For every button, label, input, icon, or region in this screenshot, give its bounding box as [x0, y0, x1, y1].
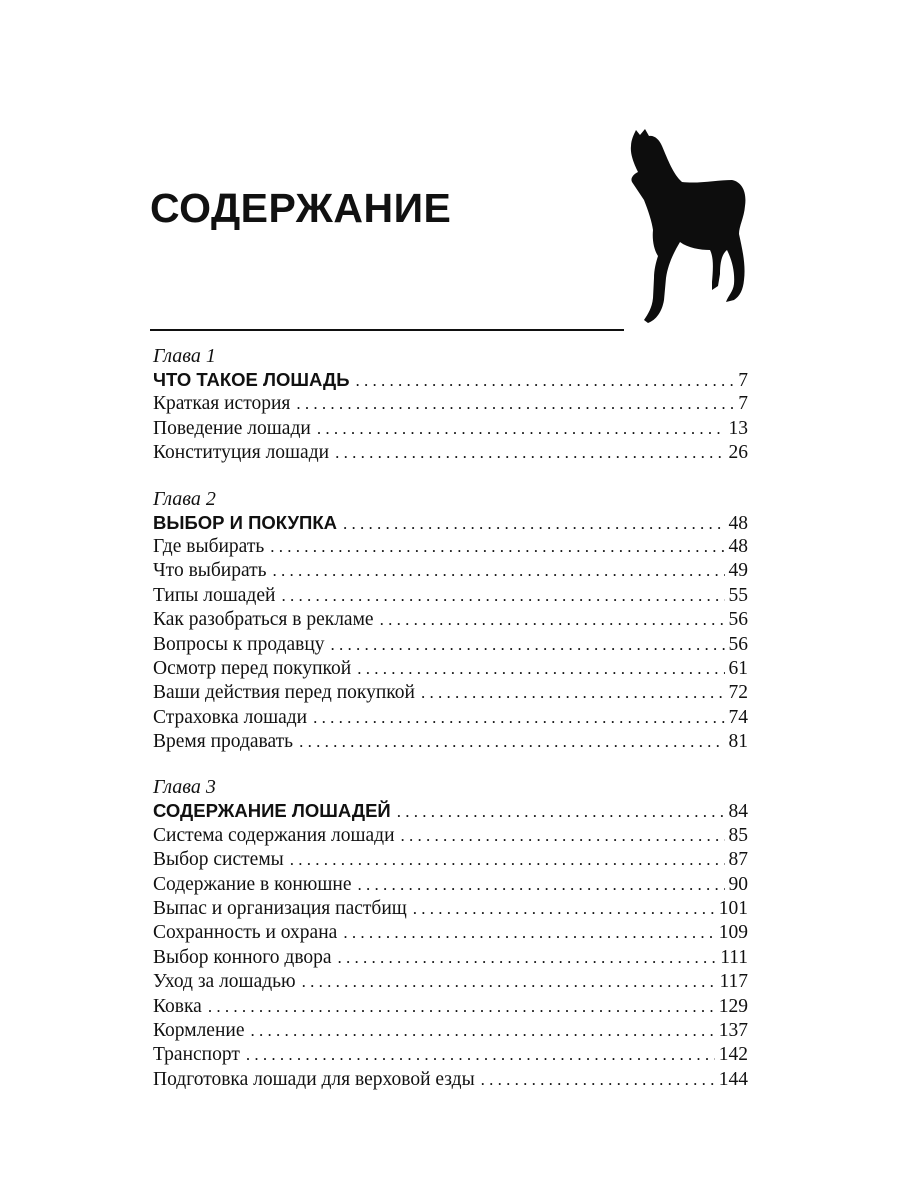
dot-leader — [401, 824, 725, 848]
page-number: 90 — [728, 873, 748, 895]
page-number: 142 — [718, 1044, 748, 1066]
entry-title: Уход за лошадью — [153, 971, 296, 993]
toc-entry[interactable] — [153, 824, 748, 848]
entry-title: Система содержания лошади — [153, 824, 395, 846]
page-number: 48 — [728, 512, 748, 534]
page-number: 144 — [718, 1068, 748, 1090]
entry-title: Выпас и организация пастбищ — [153, 898, 407, 920]
chapter-heading[interactable] — [153, 511, 748, 535]
entry-title: Транспорт — [153, 1044, 240, 1066]
entry-title: Содержание в конюшне — [153, 873, 352, 895]
dot-leader — [356, 369, 735, 393]
page-number: 48 — [728, 535, 748, 557]
dot-leader — [481, 1068, 715, 1092]
toc-entry[interactable] — [153, 897, 748, 921]
entry-title: ВЫБОР И ПОКУПКА — [153, 511, 337, 533]
entry-title: Осмотр перед покупкой — [153, 657, 352, 679]
dot-leader — [246, 1043, 715, 1067]
toc-entry[interactable] — [153, 1019, 748, 1043]
chapter-label: Глава 2 — [153, 487, 216, 510]
entry-title: Выбор системы — [153, 849, 284, 871]
dot-leader — [273, 559, 725, 583]
dot-leader — [380, 608, 725, 632]
toc-entry[interactable] — [153, 730, 748, 754]
toc-entry[interactable] — [153, 706, 748, 730]
toc-entry[interactable] — [153, 1068, 748, 1092]
entry-title: Кормление — [153, 1019, 245, 1041]
title-divider — [150, 329, 624, 331]
page-number: 109 — [718, 922, 748, 944]
page-number: 101 — [718, 898, 748, 920]
page-number: 26 — [728, 442, 748, 464]
dot-leader — [296, 392, 734, 416]
dot-leader — [270, 535, 724, 559]
chapter-2 — [153, 487, 748, 755]
entry-title: Сохранность и охрана — [153, 922, 338, 944]
entry-title: ЧТО ТАКОЕ ЛОШАДЬ — [153, 369, 350, 390]
page-number: 111 — [720, 946, 748, 968]
dot-leader — [302, 970, 716, 994]
toc-entry[interactable] — [153, 657, 748, 681]
toc-entry[interactable] — [153, 848, 748, 872]
entry-title: Ковка — [153, 995, 202, 1017]
entry-title: Что выбирать — [153, 560, 267, 582]
entry-title: СОДЕРЖАНИЕ ЛОШАДЕЙ — [153, 800, 391, 822]
toc-entry[interactable] — [153, 559, 748, 583]
page-number: 84 — [728, 801, 748, 823]
toc-entry[interactable] — [153, 392, 748, 416]
dot-leader — [208, 995, 715, 1019]
page-number: 7 — [738, 370, 748, 391]
entry-title: Подготовка лошади для верховой езды — [153, 1068, 475, 1090]
toc-entry[interactable] — [153, 417, 748, 441]
toc-entry[interactable] — [153, 681, 748, 705]
entry-title: Краткая история — [153, 393, 291, 415]
dot-leader — [357, 657, 724, 681]
chapter-heading[interactable] — [153, 799, 748, 823]
dot-leader — [397, 800, 725, 824]
dot-leader — [317, 417, 725, 441]
toc-entry[interactable] — [153, 535, 748, 559]
chapter-3 — [153, 775, 748, 1092]
dot-leader — [421, 681, 725, 705]
chapter-label: Глава 1 — [153, 345, 216, 367]
page-title: СОДЕРЖАНИЕ — [150, 185, 452, 231]
dot-leader — [299, 730, 724, 754]
entry-title: Время продавать — [153, 731, 294, 753]
dot-leader — [313, 706, 724, 730]
toc-entry[interactable] — [153, 946, 748, 970]
page-number: 13 — [728, 417, 748, 439]
entry-title: Страховка лошади — [153, 706, 308, 728]
page-number: 7 — [738, 393, 748, 415]
page-number: 72 — [728, 682, 748, 704]
dot-leader — [251, 1019, 715, 1043]
toc-entry[interactable] — [153, 921, 748, 945]
dot-leader — [281, 584, 724, 608]
chapter-label: Глава 3 — [153, 776, 216, 799]
chapter-1 — [153, 344, 748, 466]
toc-entry[interactable] — [153, 584, 748, 608]
toc-entry[interactable] — [153, 995, 748, 1019]
horse-foal-silhouette-icon — [618, 122, 754, 326]
dot-leader — [343, 512, 725, 536]
table-of-contents — [153, 344, 748, 1113]
entry-title: Вопросы к продавцу — [153, 633, 325, 655]
toc-entry[interactable] — [153, 633, 748, 657]
dot-leader — [343, 921, 714, 945]
entry-title: Как разобраться в рекламе — [153, 609, 374, 631]
chapter-heading[interactable] — [153, 368, 748, 392]
dot-leader — [335, 441, 724, 465]
dot-leader — [413, 897, 715, 921]
page-number: 129 — [718, 995, 748, 1017]
page-number: 117 — [719, 971, 748, 993]
page-number: 137 — [718, 1019, 748, 1041]
page-number: 87 — [728, 849, 748, 871]
page-number: 55 — [728, 584, 748, 606]
toc-entry[interactable] — [153, 1043, 748, 1067]
dot-leader — [290, 848, 725, 872]
page-number: 61 — [728, 657, 748, 679]
toc-entry[interactable] — [153, 608, 748, 632]
entry-title: Типы лошадей — [153, 584, 276, 606]
toc-entry[interactable] — [153, 970, 748, 994]
dot-leader — [357, 873, 724, 897]
entry-title: Поведение лошади — [153, 417, 311, 439]
entry-title: Выбор конного двора — [153, 946, 332, 968]
toc-entry[interactable] — [153, 873, 748, 897]
page-number: 81 — [728, 731, 748, 753]
toc-entry[interactable] — [153, 441, 748, 465]
entry-title: Ваши действия перед покупкой — [153, 682, 415, 704]
entry-title: Конституция лошади — [153, 442, 330, 464]
dot-leader — [331, 633, 725, 657]
page-number: 74 — [728, 706, 748, 728]
page-number: 56 — [728, 609, 748, 631]
page-number: 49 — [728, 560, 748, 582]
page-number: 56 — [728, 633, 748, 655]
dot-leader — [338, 946, 717, 970]
entry-title: Где выбирать — [153, 535, 265, 557]
page-number: 85 — [728, 824, 748, 846]
